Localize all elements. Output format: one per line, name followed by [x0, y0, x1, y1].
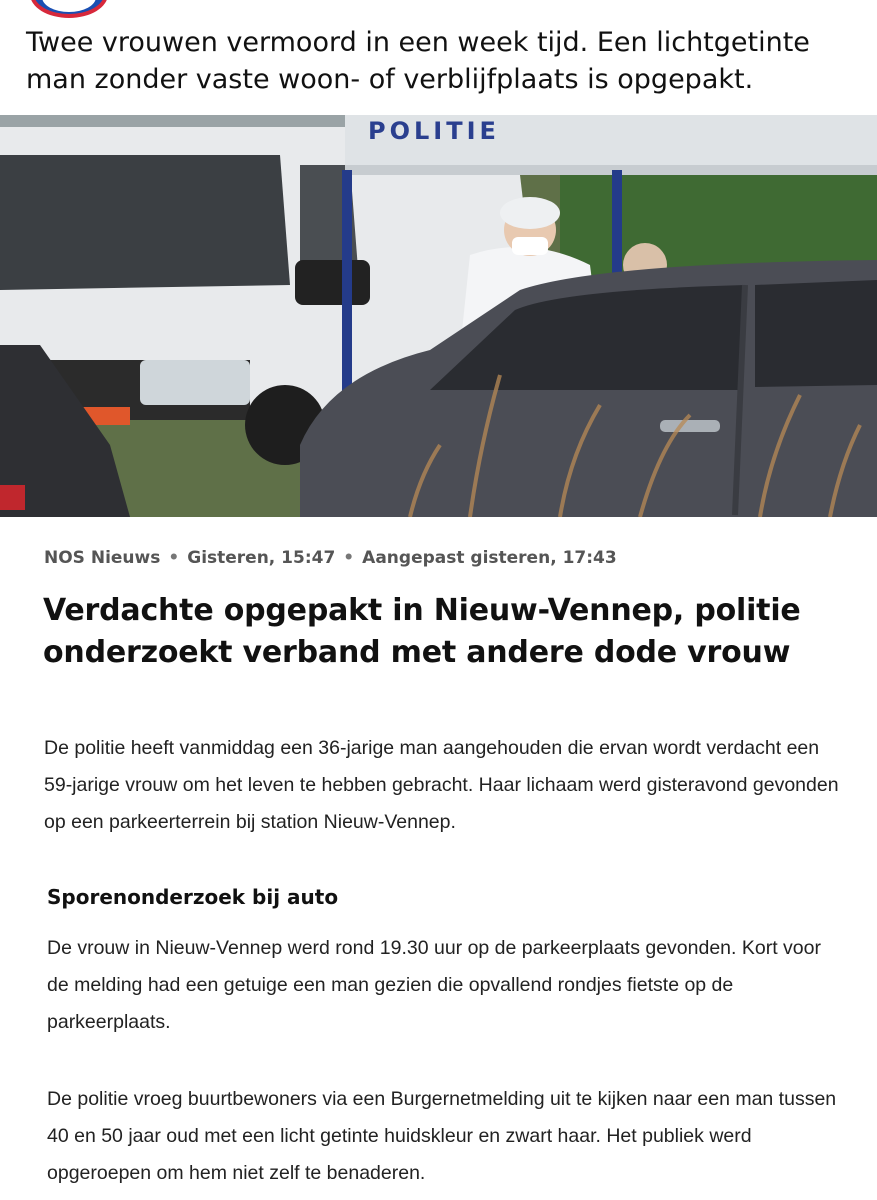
- article-paragraph: De politie heeft vanmiddag een 36-jarige man aangehouden die ervan wordt verdacht een 59-jarige vrouw om het leven te hebben gebracht. Haar lichaam werd gisteravond gevonden op een parkeerterrein bij station Nieuw-Vennep.: [44, 737, 839, 833]
- police-scene-illustration: [0, 115, 877, 517]
- avatar[interactable]: [30, 0, 108, 18]
- article-photo[interactable]: [0, 115, 877, 517]
- article-published-time: Gisteren, 15:47: [187, 548, 336, 568]
- meta-separator: •: [343, 548, 355, 568]
- article-meta: [44, 548, 617, 568]
- article-updated-time: Aangepast gisteren, 17:43: [362, 548, 617, 568]
- article-paragraph: De politie vroeg buurtbewoners via een Burgernetmelding uit te kijken naar een man tussen 40 en 50 jaar oud met een licht getinte huidskleur en zwart haar. Het publiek werd opgeroepen om hem niet zelf te benaderen.: [47, 1088, 837, 1184]
- post-caption: Twee vrouwen vermoord in een week tijd. Een lichtgetinte man zonder vaste woon- of verblijfplaats is opgepakt.: [26, 27, 810, 95]
- meta-separator: •: [168, 548, 180, 568]
- article-subheading: Sporenonderzoek bij auto: [47, 885, 339, 909]
- article-headline[interactable]: Verdachte opgepakt in Nieuw-Vennep, politie onderzoekt verband met andere dode vrouw: [43, 593, 801, 670]
- article-source[interactable]: NOS Nieuws: [44, 548, 161, 568]
- article-paragraph: De vrouw in Nieuw-Vennep werd rond 19.30 uur op de parkeerplaats gevonden. Kort voor de melding had een getuige een man gezien die opvallend rondjes fietste op de parkeerplaats.: [47, 937, 821, 1033]
- tent-logo-text: POLITIE: [368, 117, 500, 145]
